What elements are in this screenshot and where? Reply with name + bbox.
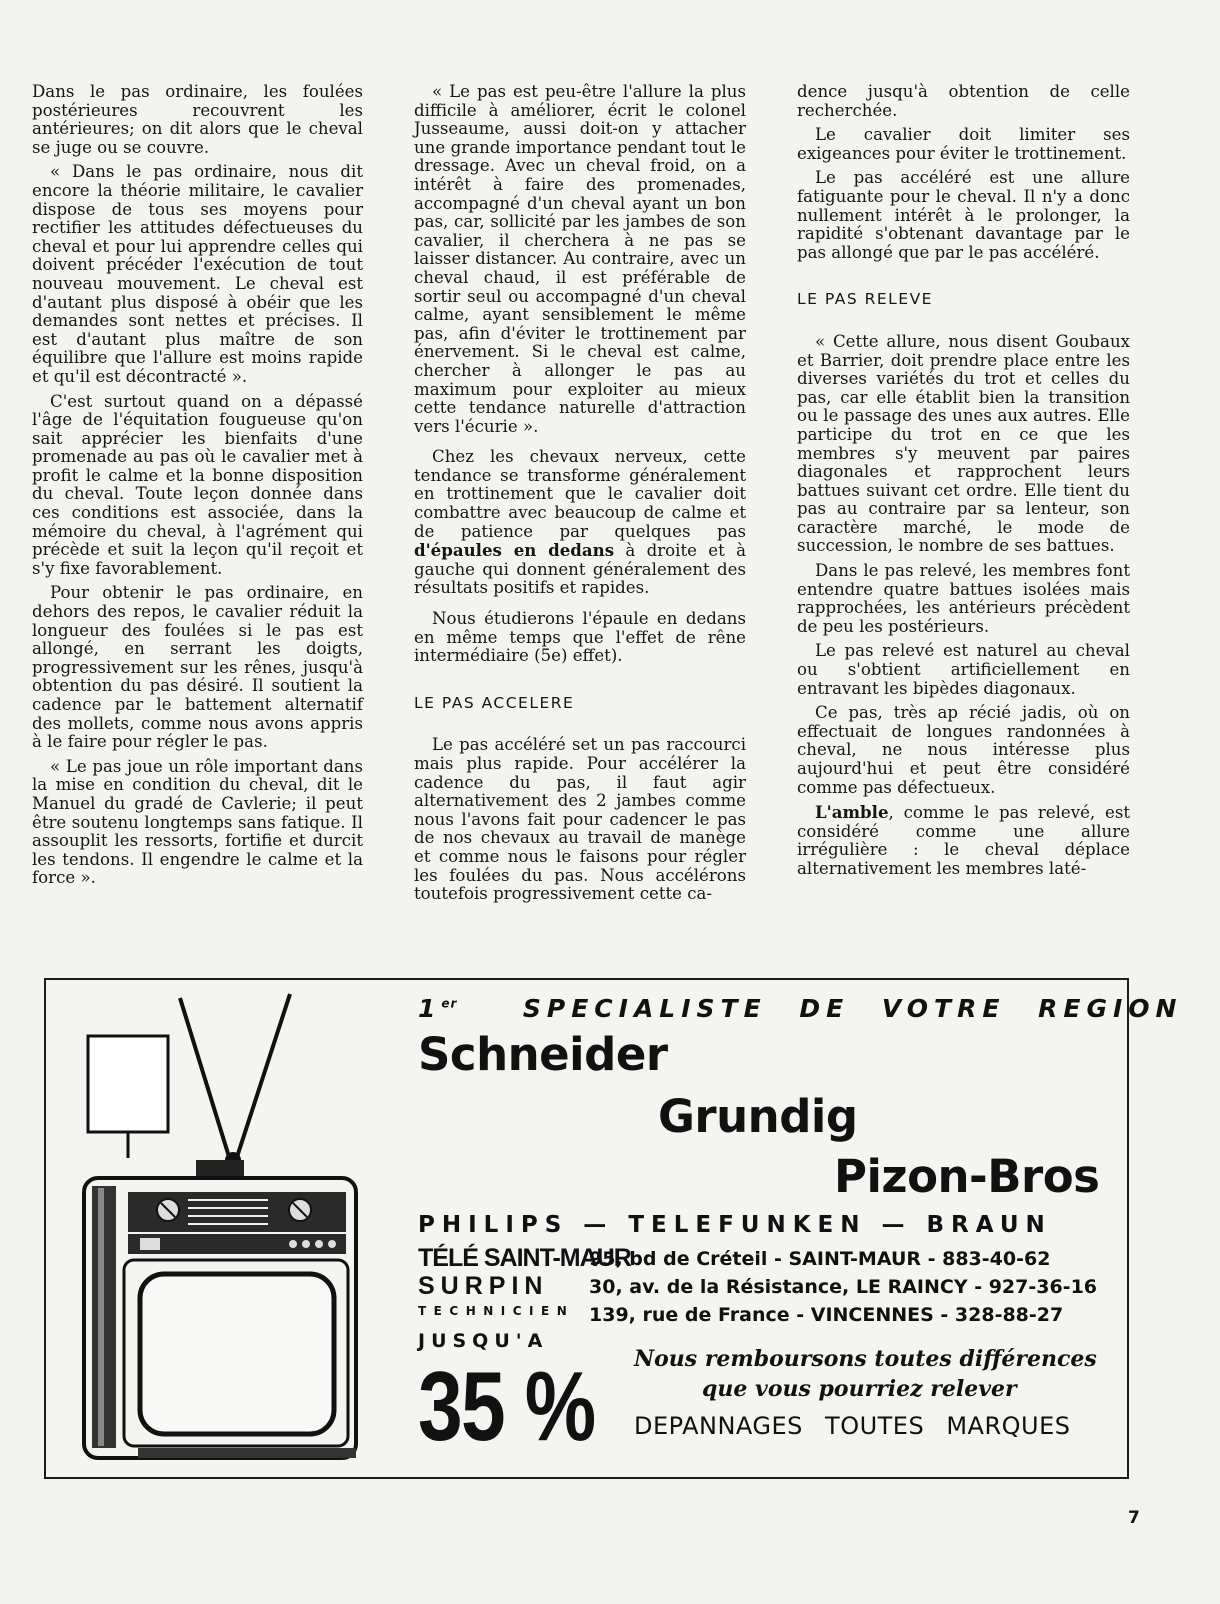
column-2 bbox=[414, 83, 746, 910]
paragraph bbox=[414, 448, 746, 598]
paragraph: Le pas accéléré set un pas raccourci mais plus rapide. Pour accélérer la cadence du pas, il faut agir alternativement des 2 jambes comme nous l'avons fait pour cadencer le pas de nos chevaux au travail de manège et comme nous le faisons pour régler les foulées du pas. Nous accélérons toutefois progressivement cette ca- bbox=[414, 735, 746, 904]
bold-term: d'épaules en dedans bbox=[414, 540, 615, 561]
column-3 bbox=[797, 83, 1130, 885]
television-icon bbox=[78, 988, 388, 1470]
paragraph: Dans le pas ordinaire, les foulées postérieures recouvrent les antérieures; on dit alors que le cheval se juge ou se couvre. bbox=[32, 82, 363, 157]
paragraph: Le cavalier doit limiter ses exigeances pour éviter le trottinement. bbox=[797, 125, 1130, 163]
text-run: Chez les chevaux nerveux, cette tendance se transforme généralement en trottinement que le cavalier doit combattre avec beaucoup de calme et de patience par quelques pas bbox=[414, 447, 746, 541]
text-run: , comme le pas relevé, est considéré comme une allure irrégulière : le cheval déplace alternativement les membres laté- bbox=[797, 803, 1130, 878]
paragraph: « Le pas est peu-être l'allure la plus difficile à améliorer, écrit le colonel Jusseaume, aussi doit-on y attacher une grande importance pendant tout le dressage. Avec un cheval froid, on a intérêt à faire des promenades, accompagné d'un cheval ayant un bon pas, car, sollicité par les jambes de son cavalier, il cherchera à ne pas se laisser distancer. Au contraire, avec un cheval chaud, il est préférable de sortir seul ou accompagné d'un cheval calme, ayant sensiblement le même pas, afin d'éviter le trottinement par énervement. Si le cheval est calme, chercher à allonger le pas au maximum pour exploiter au mieux cette tendance naturelle d'attraction vers l'écurie ». bbox=[414, 82, 746, 436]
section-heading: LE PAS ACCELERE bbox=[414, 693, 575, 712]
paragraph: Le pas accéléré est une allure fatiguante pour le cheval. Il n'y a donc nullement intérêt à le prolonger, la rapidité s'obtenant davantage par le pas allongé que par le pas accéléré. bbox=[797, 168, 1130, 262]
address-line: 30, av. de la Résistance, LE RAINCY - 927-36-16 bbox=[589, 1276, 1098, 1298]
paragraph: Le pas relevé est naturel au cheval ou s'obtient artificiellement en entravant les bipèdes diagonaux. bbox=[797, 641, 1130, 698]
paragraph: Pour obtenir le pas ordinaire, en dehors des repos, le cavalier réduit la longueur des foulées si le pas est allongé, en serrant les doigts, progressivement sur les rênes, jusqu'à obtention du pas désiré. Il soutient la cadence par le battement alternatif des mollets, comme nous avons appris à le faire pour régler le pas. bbox=[32, 583, 363, 752]
paragraph: Dans le pas relevé, les membres font entendre quatre battues isolées mais rapprochées, les antérieurs précèdent de peu les postérieurs. bbox=[797, 561, 1130, 636]
rank-number: 1 bbox=[418, 994, 442, 1023]
rank-suffix: er bbox=[441, 996, 458, 1011]
brand-grundig: Grundig bbox=[658, 1090, 858, 1143]
specialist-text: SPECIALISTE DE VOTRE REGION bbox=[522, 994, 1183, 1023]
text-run: à droite et à gauche qui donnent généralement des résultats positifs et rapides. bbox=[414, 541, 746, 598]
slogan-line: que vous pourriez relever bbox=[702, 1376, 1017, 1402]
slogan-line: Nous remboursons toutes différences bbox=[634, 1346, 1097, 1372]
paragraph: Nous étudierons l'épaule en dedans en même temps que l'effet de rêne intermédiaire (5e) effet). bbox=[414, 609, 746, 666]
repairs-line: DEPANNAGES TOUTES MARQUES bbox=[634, 1412, 1071, 1440]
up-to-label: JUSQU'A bbox=[418, 1330, 549, 1352]
brands-line: PHILIPS — TELEFUNKEN — BRAUN bbox=[418, 1212, 1052, 1238]
address-line: 95, bd de Créteil - SAINT-MAUR - 883-40-62 bbox=[589, 1248, 1051, 1270]
specialist-tagline bbox=[418, 994, 1182, 1023]
page-number: 7 bbox=[1128, 1508, 1140, 1528]
discount-percent: 35 % bbox=[418, 1351, 595, 1461]
paragraph: Ce pas, très ap récié jadis, où on effectuait de longues randonnées à cheval, ne nous intéresse plus aujourd'hui et peut être considéré comme pas défectueux. bbox=[797, 703, 1130, 797]
paragraph: C'est surtout quand on a dépassé l'âge de l'équitation fougueuse qu'on sait apprécier les bienfaits d'une promenade au pas où le cavalier met à profit le calme et la bonne disposition du cheval. Toute leçon donnée dans ces conditions est associée, dans la mémoire du cheval, à l'agrément qui précède et suit la leçon qu'il reçoit et s'y fixe favorablement. bbox=[32, 391, 363, 578]
paragraph: « Cette allure, nous disent Goubaux et Barrier, doit prendre place entre les diverses variétés du trot et celles du pas, car elle établit bien la transition ou le passage des unes aux autres. Elle participe du trot en ce que les membres s'y meuvent par paires diagonales et rapprochent leurs battues suivant cet ordre. Elle tient du pas au contraire par sa lenteur, son caractère marché, le mode de succession, le nombre de ses battues. bbox=[797, 331, 1130, 556]
shop-name-surpin: SURPIN bbox=[418, 1272, 549, 1300]
advertisement bbox=[44, 978, 1183, 1479]
paragraph: « Dans le pas ordinaire, nous dit encore la théorie militaire, le cavalier dispose de tous ses moyens pour rectifier les attitudes défectueuses du cheval et pour lui apprendre celles qui doivent précéder l'exécution de tout nouveau mouvement. Le cheval est d'autant plus disposé à obéir que les demandes sont nettes et précises. Il est d'autant plus maître de son équilibre que l'allure est moins rapide et qu'il est décontracté ». bbox=[32, 162, 363, 386]
paragraph: « Le pas joue un rôle important dans la mise en condition du cheval, dit le Manuel du gradé de Cavlerie; il peut être soutenu longtemps sans fatique. Il assouplit les ressorts, fortifie et durcit les tendons. Il engendre le calme et la force ». bbox=[32, 756, 363, 888]
shop-name-tele-saint-maur: TÉLÉ SAINT-MAUR bbox=[418, 1244, 631, 1272]
shop-subtitle-technicien: TECHNICIEN bbox=[418, 1304, 575, 1318]
brand-pizon-bros: Pizon-Bros bbox=[834, 1150, 1100, 1203]
bold-term: L'amble bbox=[815, 802, 889, 823]
section-heading: LE PAS RELEVE bbox=[797, 290, 933, 309]
paragraph: dence jusqu'à obtention de celle recherchée. bbox=[797, 82, 1130, 120]
address-line: 139, rue de France - VINCENNES - 328-88-27 bbox=[589, 1304, 1064, 1326]
paragraph bbox=[797, 803, 1130, 878]
brand-schneider: Schneider bbox=[418, 1028, 668, 1081]
column-1 bbox=[32, 83, 363, 894]
